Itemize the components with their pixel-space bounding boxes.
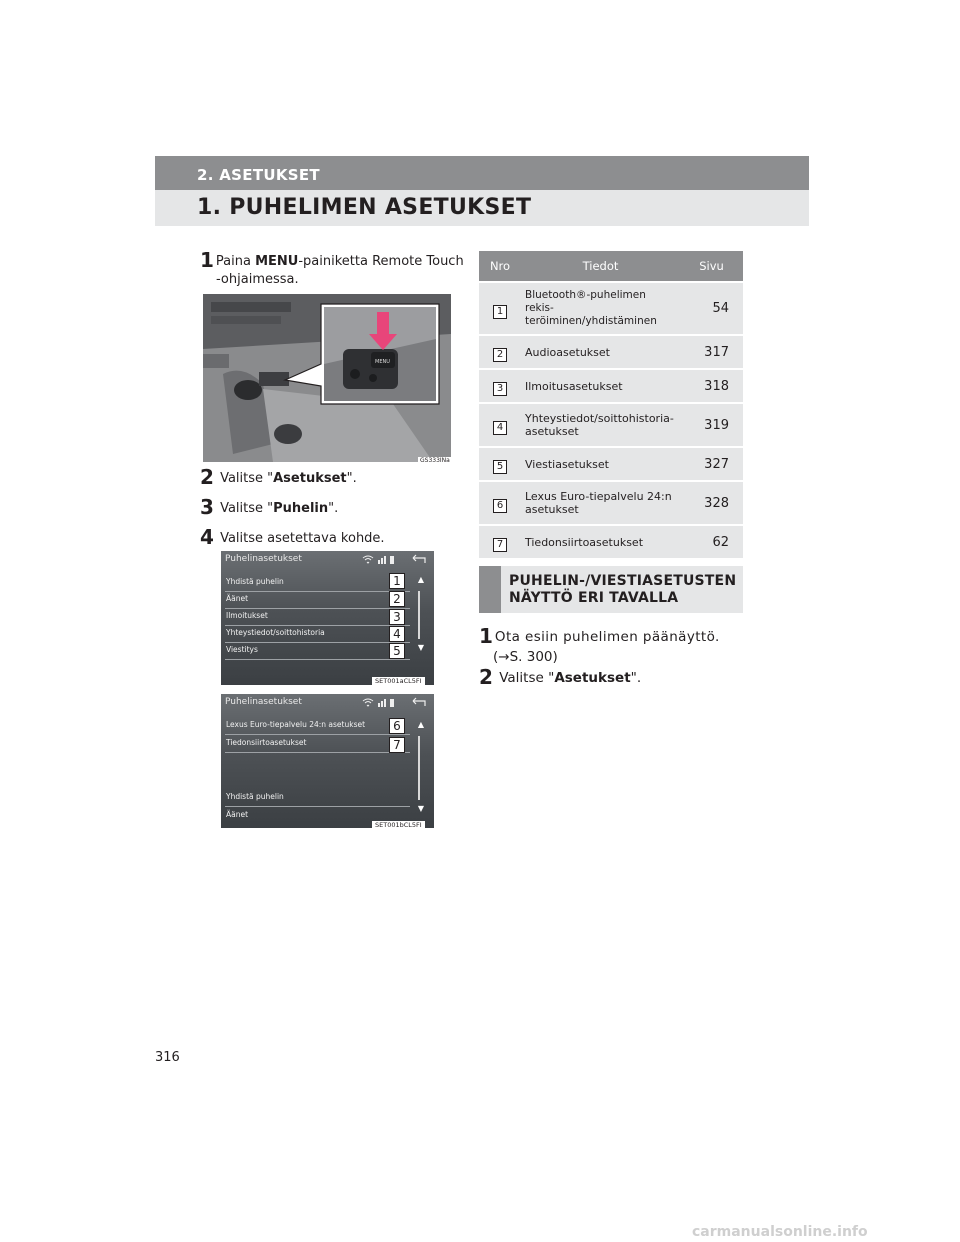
status-icons <box>361 554 431 566</box>
scroll-up-icon[interactable]: ▲ <box>417 575 424 584</box>
row-text: Ilmoitusasetukset <box>521 369 680 403</box>
step-bold: Puhelin <box>273 501 329 516</box>
number-badge: 7 <box>493 538 507 552</box>
section-title: 2. ASETUKSET <box>197 166 320 184</box>
subsection-title-line1: PUHELIN-/VIESTIASETUSTEN <box>509 573 737 589</box>
subsection-heading <box>479 566 743 613</box>
col-header-nro: Nro <box>479 251 521 282</box>
phone-settings-screen-1 <box>221 551 434 685</box>
table-row <box>479 447 743 481</box>
remote-touch-photo <box>203 294 451 462</box>
photo-code: GS333INa <box>420 457 450 464</box>
callout-badge: 6 <box>389 718 405 734</box>
row-label: Yhdistä puhelin <box>226 792 284 801</box>
screen-header <box>221 694 434 712</box>
menu-button-label: MENU <box>375 359 390 365</box>
row-page: 318 <box>680 369 743 403</box>
col-header-sivu: Sivu <box>680 251 743 282</box>
row-page: 62 <box>680 525 743 558</box>
step-text: Valitse " <box>499 670 555 686</box>
callout-badge: 7 <box>389 737 405 753</box>
table-row <box>479 403 743 447</box>
col-header-tiedot: Tiedot <box>521 251 680 282</box>
screen-row[interactable] <box>225 736 410 753</box>
step-text: -painiketta Remote Touch <box>298 254 464 269</box>
screen-row[interactable] <box>225 609 410 626</box>
row-page: 319 <box>680 403 743 447</box>
right-step-2 <box>479 665 642 689</box>
screen-row[interactable] <box>225 575 410 592</box>
page-number: 316 <box>155 1050 180 1065</box>
row-text: Lexus Euro-tiepalvelu 24:n asetukset <box>521 481 680 525</box>
screen-title: Puhelinasetukset <box>225 554 302 564</box>
heading-accent-bar <box>479 566 501 613</box>
callout-badge: 4 <box>389 626 405 642</box>
callout-badge: 2 <box>389 591 405 607</box>
step-text: Valitse " <box>220 501 274 516</box>
phone-settings-screen-2 <box>221 694 434 828</box>
step-text-cont: -ohjaimessa. <box>216 272 299 287</box>
table-row <box>479 369 743 403</box>
step-number: 3 <box>200 495 214 519</box>
row-text: Viestiasetukset <box>521 447 680 481</box>
settings-table <box>479 251 743 558</box>
row-text <box>521 282 680 335</box>
number-badge: 5 <box>493 460 507 474</box>
number-badge: 2 <box>493 348 507 362</box>
right-step-1 <box>479 626 743 667</box>
step-number: 2 <box>479 665 493 689</box>
step-number: 2 <box>200 465 214 489</box>
step-bold: MENU <box>255 254 299 269</box>
page-reference-link[interactable]: (→S. 300) <box>493 649 558 665</box>
row-label: Ilmoitukset <box>226 611 268 620</box>
step-bold: Asetukset <box>554 670 631 686</box>
callout-badge: 5 <box>389 643 405 659</box>
table-row <box>479 282 743 335</box>
scrollbar[interactable] <box>418 591 420 639</box>
screen-code: SET001bCL5FI <box>372 821 425 829</box>
step-4 <box>200 525 385 549</box>
row-label: Viestitys <box>226 645 258 654</box>
step-text: ". <box>328 501 339 516</box>
step-text: ". <box>630 670 642 686</box>
scroll-down-icon[interactable]: ▼ <box>417 804 424 813</box>
row-label: Yhteystiedot/soittohistoria <box>226 628 325 637</box>
table-row <box>479 335 743 369</box>
row-text: Tiedonsiirtoasetukset <box>521 525 680 558</box>
step-text: Ota esiin puhelimen päänäyttö. <box>494 629 720 645</box>
page-title-band <box>155 190 809 226</box>
row-text: Audioasetukset <box>521 335 680 369</box>
row-page: 317 <box>680 335 743 369</box>
screen-row[interactable] <box>225 718 410 735</box>
row-label: Tiedonsiirtoasetukset <box>226 738 307 747</box>
row-text-value: Bluetooth®-puhelimen rekis-teröiminen/yhdistäminen <box>525 289 657 327</box>
screen-title: Puhelinasetukset <box>225 697 302 707</box>
row-page: 328 <box>680 481 743 525</box>
step-number: 4 <box>200 525 214 549</box>
row-page: 327 <box>680 447 743 481</box>
number-badge: 3 <box>493 382 507 396</box>
screen-row[interactable] <box>225 626 410 643</box>
table-row <box>479 481 743 525</box>
screen-row[interactable] <box>225 643 410 660</box>
scroll-down-icon[interactable]: ▼ <box>417 643 424 652</box>
step-1 <box>200 248 470 289</box>
subsection-title <box>509 573 736 607</box>
step-2 <box>200 465 357 489</box>
row-label: Lexus Euro-tiepalvelu 24:n asetukset <box>226 720 366 729</box>
status-icons <box>361 697 431 709</box>
step-number: 1 <box>479 624 493 648</box>
screen-header <box>221 551 434 569</box>
table-header-row <box>479 251 743 282</box>
page-title: 1. PUHELIMEN ASETUKSET <box>197 195 532 220</box>
screen-code: SET001aCL5FI <box>372 677 425 685</box>
number-badge: 4 <box>493 421 507 435</box>
number-badge: 1 <box>493 305 507 319</box>
screen-row[interactable] <box>225 790 410 807</box>
step-3 <box>200 495 339 519</box>
callout-badge: 1 <box>389 573 405 589</box>
row-page: 54 <box>680 282 743 335</box>
console-illustration <box>203 294 451 462</box>
table-row <box>479 525 743 558</box>
scrollbar[interactable] <box>418 736 420 800</box>
row-text: Yhteystiedot/soittohistoria-asetukset <box>521 403 680 447</box>
step-text: Valitse " <box>220 471 274 486</box>
step-text: Valitse asetettava kohde. <box>220 531 385 546</box>
screen-row[interactable] <box>225 592 410 609</box>
row-label: Yhdistä puhelin <box>226 577 284 586</box>
scroll-up-icon[interactable]: ▲ <box>417 720 424 729</box>
number-badge: 6 <box>493 499 507 513</box>
step-bold: Asetukset <box>273 471 347 486</box>
step-text: ". <box>346 471 357 486</box>
row-label: Äänet <box>226 810 249 819</box>
step-number: 1 <box>200 248 214 272</box>
step-text: Paina <box>215 254 256 269</box>
section-header <box>155 156 809 190</box>
footer-watermark: carmanualsonline.info <box>692 1224 868 1240</box>
subsection-title-line2: NÄYTTÖ ERI TAVALLA <box>509 590 679 606</box>
row-label: Äänet <box>226 594 249 603</box>
callout-badge: 3 <box>389 609 405 625</box>
